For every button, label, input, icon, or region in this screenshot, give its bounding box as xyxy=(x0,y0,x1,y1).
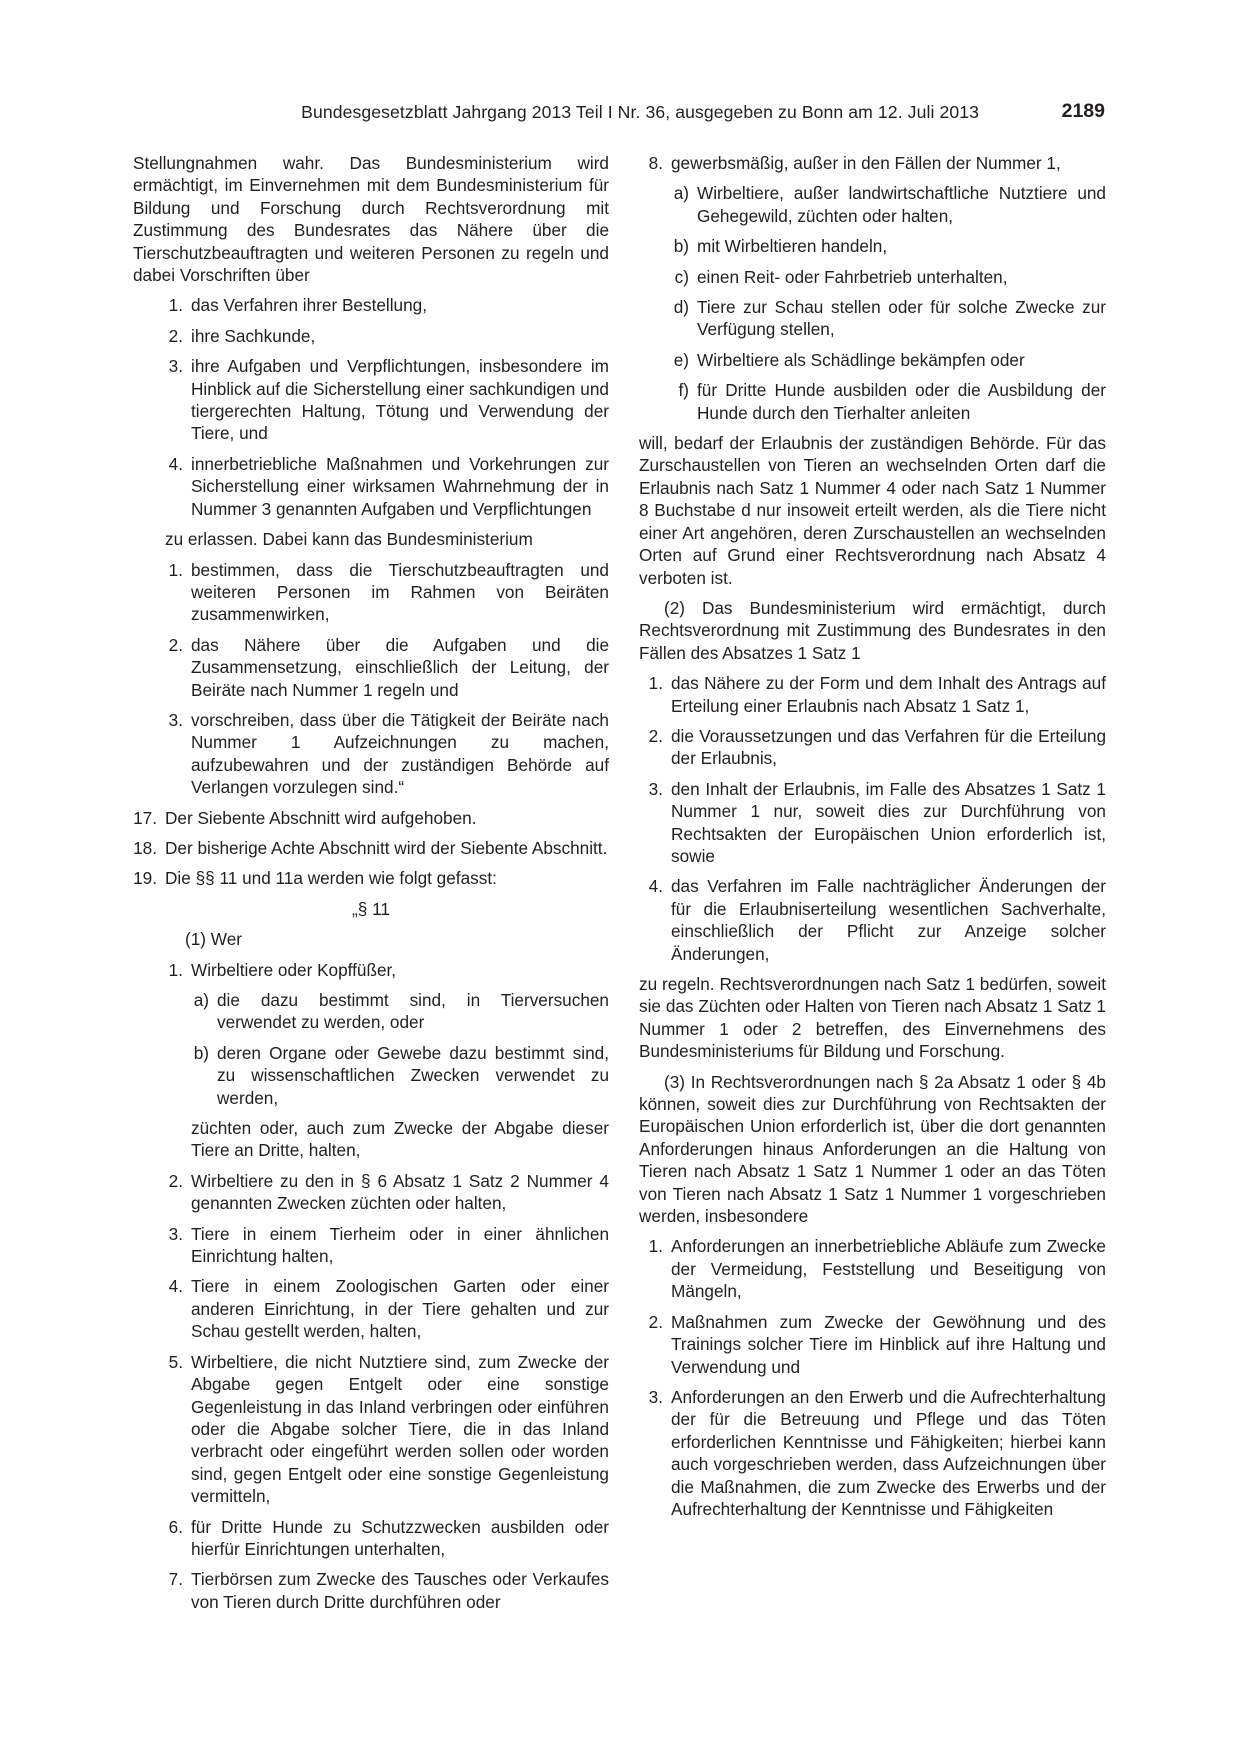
list-item: 5. Wirbeltiere, die nicht Nutztiere sind, zum Zwecke der Abgabe gegen Entgelt oder eine sonstige Gegenleistung in das Inland verbringen oder einführen oder die Abgabe solcher Tiere, die in das Inland verbracht oder eingeführt werden sollen oder worden sind, gegen Entgelt oder eine sonstige Gegenleistung vermitteln, xyxy=(168,1351,609,1507)
sub-list-item: c) einen Reit- oder Fahrbetrieb unterhalten, xyxy=(674,266,1008,287)
left-column xyxy=(133,152,609,1621)
sub-list-item: b) mit Wirbeltieren handeln, xyxy=(673,236,888,257)
list-item: 2. ihre Sachkunde, xyxy=(168,325,316,346)
list-item: 7. Tierbörsen zum Zwecke des Tausches oder Verkaufes von Tieren durch Dritte durchführen oder xyxy=(168,1569,609,1612)
list-item: 1. bestimmen, dass die Tierschutzbeauftragten und weiteren Personen im Rahmen von Beiräten zusammenwirken, xyxy=(168,559,609,625)
page-header xyxy=(0,100,1241,128)
paragraph: (2) Das Bundesministerium wird ermächtigt, durch Rechtsverordnung mit Zustimmung des Bundesrates in den Fällen des Absatzes 1 Satz 1 xyxy=(639,597,1106,663)
sub-list-item: a) Wirbeltiere, außer landwirtschaftliche Nutztiere und Gehegewild, züchten oder halten, xyxy=(673,183,1106,226)
amendment-item: 17. Der Siebente Abschnitt wird aufgehoben. xyxy=(133,807,477,828)
amendment-item: 18. Der bisherige Achte Abschnitt wird der Siebente Abschnitt. xyxy=(133,837,608,858)
paragraph: Stellungnahmen wahr. Das Bundesministerium wird ermächtigt, im Einvernehmen mit dem Bundesministerium für Bildung und Forschung durch Rechtsverordnung mit Zustimmung des Bundesrates das Nähere über die Tierschutzbeauftragten und weiteren Personen zu regeln und dabei Vorschriften über xyxy=(133,153,609,286)
list-item: 2. Maßnahmen zum Zwecke der Gewöhnung und des Trainings solcher Tiere im Hinblick auf ihre Haltung und Verwendung und xyxy=(648,1311,1106,1377)
page-number: 2189 xyxy=(1061,100,1105,122)
list-item: 4. das Verfahren im Falle nachträglicher Änderungen der für die Erlaubniserteilung wesentlichen Sachverhalte, einschließlich der Pflicht zur Anzeige solcher Änderungen, xyxy=(648,876,1106,964)
list-item: 3. Tiere in einem Tierheim oder in einer ähnlichen Einrichtung halten, xyxy=(168,1223,609,1267)
right-column xyxy=(639,152,1106,1528)
list-item: 4. innerbetriebliche Maßnahmen und Vorkehrungen zur Sicherstellung einer wirksamen Wahrnehmung der in Nummer 3 genannten Aufgaben und Verpflichtungen xyxy=(168,453,609,519)
list-item: 4. Tiere in einem Zoologischen Garten oder einer anderen Einrichtung, in der Tiere gehalten und zur Schau gestellt werden, halten, xyxy=(168,1276,609,1342)
paragraph: zu erlassen. Dabei kann das Bundesministerium xyxy=(165,529,533,550)
sub-list-item: e) Wirbeltiere als Schädlinge bekämpfen oder xyxy=(673,349,1025,370)
list-item: 1. Wirbeltiere oder Kopffüßer, xyxy=(168,959,397,980)
amendment-item: 19. Die §§ 11 und 11a werden wie folgt gefasst: xyxy=(133,868,497,889)
list-item: 8. gewerbsmäßig, außer in den Fällen der Nummer 1, xyxy=(648,153,1061,173)
sub-list-item: d) Tiere zur Schau stellen oder für solche Zwecke zur Verfügung stellen, xyxy=(673,297,1106,340)
sub-list-item: a) die dazu bestimmt sind, in Tierversuchen verwendet zu werden, oder xyxy=(193,990,609,1033)
list-item: 1. das Nähere zu der Form und dem Inhalt des Antrags auf Erteilung einer Erlaubnis nach Absatz 1 Satz 1, xyxy=(648,673,1106,716)
list-item: 2. Wirbeltiere zu den in § 6 Absatz 1 Satz 2 Nummer 4 genannten Zwecken züchten oder halten, xyxy=(168,1170,609,1214)
list-item: 3. ihre Aufgaben und Verpflichtungen, insbesondere im Hinblick auf die Sicherstellung einer sachkundigen und tiergerechten Haltung, Tötung und Verwendung der Tiere, und xyxy=(168,356,609,444)
list-item: 3. den Inhalt der Erlaubnis, im Falle des Absatzes 1 Satz 1 Nummer 1 nur, soweit dies zur Durchführung von Rechtsakten der Europäischen Union erforderlich ist, sowie xyxy=(648,778,1106,866)
paragraph: will, bedarf der Erlaubnis der zuständigen Behörde. Für das Zurschaustellen von Tieren an wechselnden Orten darf die Erlaubnis nach Satz 1 Nummer 4 oder nach Satz 1 Nummer 8 Buchstabe d nur insoweit erteilt werden, als die Tiere nicht einer Art angehören, deren Zurschaustellen an wechselnden Orten auf Grund einer Rechtsverordnung nach Absatz 4 verboten ist. xyxy=(639,433,1106,588)
list-item: 2. die Voraussetzungen und das Verfahren für die Erteilung der Erlaubnis, xyxy=(648,725,1106,769)
header-title: Bundesgesetzblatt Jahrgang 2013 Teil I Nr. 36, ausgegeben zu Bonn am 12. Juli 2013 xyxy=(301,102,979,122)
sub-list-item: b) deren Organe oder Gewebe dazu bestimmt sind, zu wissenschaftlichen Zwecken verwendet zu werden, xyxy=(193,1042,609,1108)
list-item: 3. Anforderungen an den Erwerb und die Aufrechterhaltung der für die Betreuung und Pflege und das Töten erforderlichen Kenntnisse und Fähigkeiten; hierbei kann auch vorgeschrieben werden, dass Aufzeichnungen über die Maßnahmen, die zum Zwecke des Erwerbs und der Aufrechterhaltung der Kenntnisse und Fähigkeiten xyxy=(648,1386,1106,1519)
list-item: 3. vorschreiben, dass über die Tätigkeit der Beiräte nach Nummer 1 Aufzeichnungen zu machen, aufzubewahren und der zuständigen Behörde auf Verlangen vorzulegen sind.“ xyxy=(168,709,609,798)
paragraph: züchten oder, auch zum Zwecke der Abgabe dieser Tiere an Dritte, halten, xyxy=(191,1118,609,1161)
section-heading: „§ 11 xyxy=(352,898,390,919)
list-item: 1. das Verfahren ihrer Bestellung, xyxy=(168,295,427,316)
list-item: 2. das Nähere über die Aufgaben und die Zusammensetzung, einschließlich der Leitung, der Beiräte nach Nummer 1 regeln und xyxy=(168,634,609,700)
list-item: 6. für Dritte Hunde zu Schutzzwecken ausbilden oder hierfür Einrichtungen unterhalten, xyxy=(168,1516,609,1559)
paragraph: (3) In Rechtsverordnungen nach § 2a Absatz 1 oder § 4b können, soweit dies zur Durchführung von Rechtsakten der Europäischen Union erforderlich ist, über die dort genannten Anforderungen hinaus Anforderungen an die Haltung von Tieren nach Absatz 1 Satz 1 Nummer 1 oder an das Töten von Tieren nach Absatz 1 Satz 1 Nummer 1 vorgeschrieben werden, insbesondere xyxy=(639,1071,1106,1227)
paragraph-number: (1) Wer xyxy=(185,929,242,950)
list-item: 1. Anforderungen an innerbetriebliche Abläufe zum Zwecke der Vermeidung, Feststellung und Beseitigung von Mängeln, xyxy=(648,1236,1106,1302)
sub-list-item: f) für Dritte Hunde ausbilden oder die Ausbildung der Hunde durch den Tierhalter anleiten xyxy=(678,380,1106,423)
paragraph: zu regeln. Rechtsverordnungen nach Satz 1 bedürfen, soweit sie das Züchten oder Halten von Tieren nach Absatz 1 Satz 1 Nummer 1 oder 2 betreffen, des Einvernehmens des Bundesministeriums für Bildung und Forschung. xyxy=(639,974,1106,1062)
